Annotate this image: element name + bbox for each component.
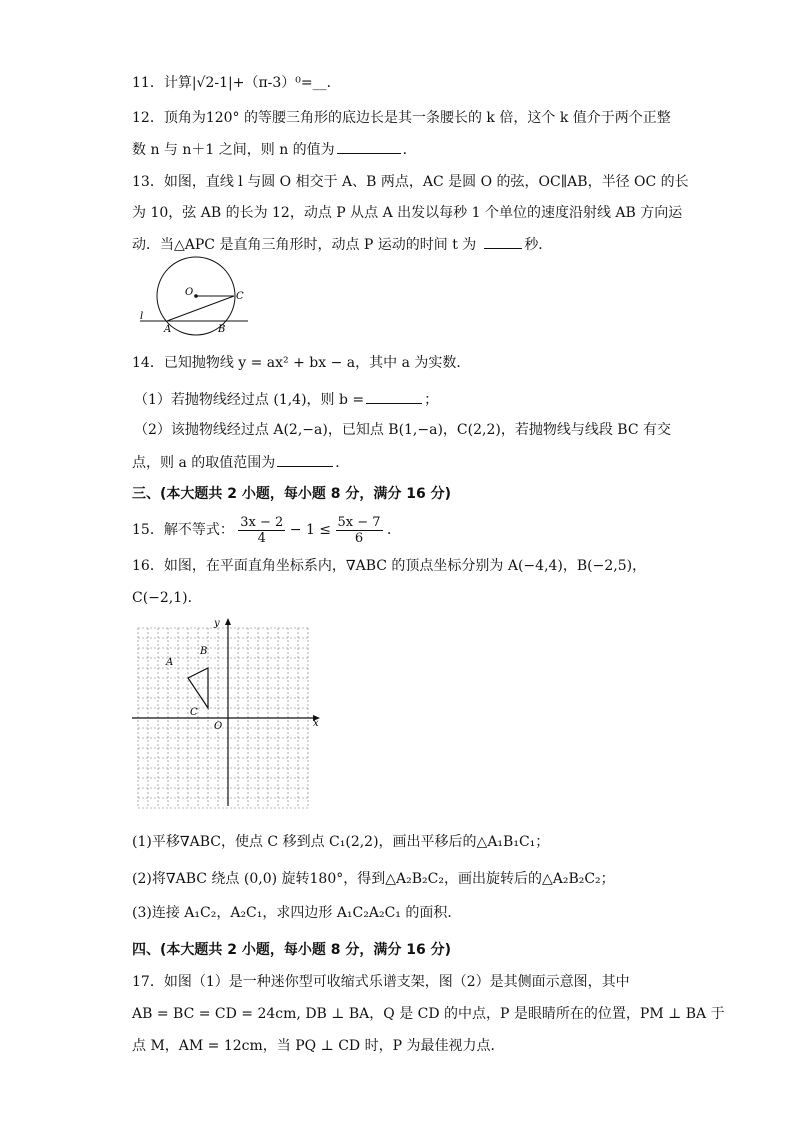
q13-line3-end: 秒．	[524, 237, 553, 253]
q15-prefix: 15．解不等式：	[132, 522, 234, 538]
q16-part1: (1)平移∇ABC，使点 C 移到点 C₁(2,2)，画出平移后的△A₁B₁C₁；	[132, 834, 550, 850]
q17-line3: 点 M，AM = 12cm，当 PQ ⊥ CD 时，P 为最佳视力点．	[132, 1038, 505, 1054]
q12-line2	[132, 139, 417, 160]
q15-middle: − 1 ≤	[289, 522, 332, 538]
label-a: A	[164, 324, 172, 335]
q14-line1: 14．已知抛物线 y = ax² + bx − a，其中 a 为实数．	[132, 355, 471, 371]
center-point	[194, 294, 198, 298]
q12-line2-text: 数 n 与 n＋1 之间，则 n 的值为	[132, 142, 335, 158]
answer-blank	[337, 139, 401, 154]
section-3-heading: 三、(本大题共 2 小题，每小题 8 分，满分 16 分)	[132, 486, 452, 502]
q14-part2: （2）该抛物线经过点 A(2,−a)，已知点 B(1,−a)，C(2,2)，若抛物线与线段 BC 有交	[134, 422, 671, 438]
q15-inequality	[132, 514, 401, 546]
q14-part1-end: ；	[424, 392, 439, 408]
label-c: C	[190, 707, 198, 718]
q17-line1: 17．如图（1）是一种迷你型可收缩式乐谱支架，图（2）是其侧面示意图，其中	[132, 974, 630, 990]
q17-line2: AB = BC = CD = 24cm, DB ⊥ BA，Q 是 CD 的中点，P 是眼睛所在的位置，PM ⊥ BA 于	[132, 1006, 725, 1022]
answer-blank	[366, 389, 422, 404]
q16-coordinate-grid	[128, 612, 328, 812]
q16-line2: C(−2,1)．	[132, 590, 202, 606]
q14-part2-end: ．	[335, 455, 350, 471]
label-l: l	[140, 311, 144, 322]
q16-line1: 16．如图，在平面直角坐标系内，∇ABC 的顶点坐标分别为 A(−4,4)，B(−2,5)，	[132, 558, 647, 574]
label-origin: O	[214, 721, 223, 732]
q14-part1-text: （1）若抛物线经过点 (1,4)，则 b =	[134, 392, 365, 408]
label-b: B	[200, 646, 208, 657]
fraction-left-den: 4	[257, 530, 266, 546]
fraction-right	[336, 515, 383, 546]
q12-line2-end: ．	[402, 142, 417, 158]
q16-part2: (2)将∇ABC 绕点 (0,0) 旋转180°，得到△A₂B₂C₂，画出旋转后的△A₂B₂C₂；	[132, 871, 615, 887]
section-4-heading: 四、(本大题共 2 小题，每小题 8 分，满分 16 分)	[132, 942, 452, 958]
label-b: B	[218, 324, 226, 335]
q13-line1: 13．如图，直线 l 与圆 O 相交于 A、B 两点，AC 是圆 O 的弦，OC∥AB，半径 OC 的长	[132, 174, 689, 190]
segment-ac	[167, 296, 234, 321]
fraction-left	[238, 515, 285, 546]
q13-line3	[132, 234, 552, 255]
y-axis-arrow	[225, 618, 231, 625]
q13-circle-figure	[130, 255, 255, 337]
fraction-right-num: 5x − 7	[337, 514, 381, 530]
q12-line1: 12．顶角为120° 的等腰三角形的底边长是其一条腰长的 k 倍，这个 k 值介于两个正整	[132, 110, 671, 126]
answer-blank	[484, 234, 522, 249]
q13-line3-text: 动．当△APC 是直角三角形时，动点 P 运动的时间 t 为	[132, 237, 477, 253]
label-y: y	[214, 618, 220, 629]
label-c: C	[236, 291, 244, 302]
fraction-left-num: 3x − 2	[240, 514, 284, 530]
fraction-right-den: 6	[354, 530, 364, 546]
q11-text: 11．计算|√2-1|+（π-3）⁰=__．	[132, 75, 341, 91]
q14-part2-text: 点，则 a 的取值范围为	[132, 455, 276, 471]
q13-line2: 为 10，弦 AB 的长为 12，动点 P 从点 A 出发以每秒 1 个单位的速度沿射线 AB 方向运	[132, 205, 683, 221]
label-x: x	[313, 718, 319, 729]
label-a: A	[166, 657, 174, 668]
answer-blank	[277, 452, 333, 467]
q14-part1	[134, 389, 438, 410]
q15-suffix: ．	[386, 522, 401, 538]
label-o: O	[185, 287, 194, 298]
q14-part2-cont	[132, 452, 349, 473]
q16-part3: (3)连接 A₁C₂，A₂C₁，求四边形 A₁C₂A₂C₁ 的面积．	[132, 905, 462, 921]
